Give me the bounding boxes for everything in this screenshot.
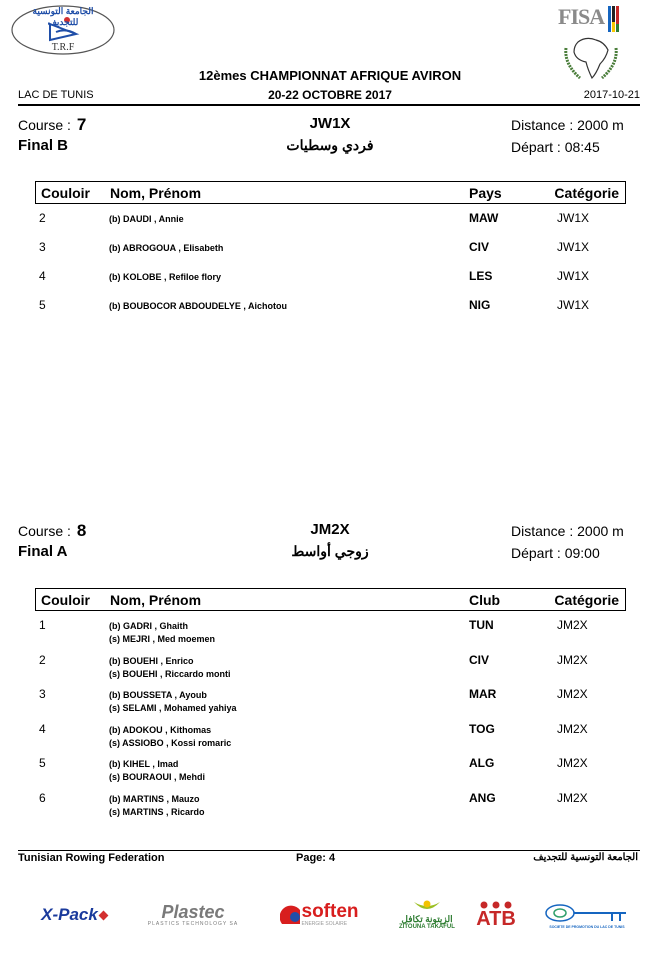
- crew: [109, 655, 231, 681]
- lane: 1: [39, 618, 46, 632]
- col-lane: Couloir: [41, 592, 90, 608]
- trf-logo: [10, 4, 116, 56]
- crew-member: (b) DAUDI , Annie: [109, 214, 184, 224]
- race-distance: Distance : 2000 m: [511, 523, 624, 539]
- country: CIV: [469, 240, 490, 254]
- country: LES: [469, 269, 493, 283]
- crew: [109, 758, 205, 784]
- category: JM2X: [557, 722, 588, 736]
- club: ANG: [469, 791, 496, 805]
- course-number: 7: [76, 115, 87, 134]
- club: TUN: [469, 618, 494, 632]
- course-label-text: Course :: [18, 523, 71, 539]
- print-date: 2017-10-21: [583, 89, 640, 101]
- race-distance: Distance : 2000 m: [511, 117, 624, 133]
- category: JW1X: [557, 298, 590, 312]
- category: JM2X: [557, 791, 588, 805]
- crew-member-stroke: (s) BOURAOUI , Mehdi: [109, 772, 205, 782]
- col-lane: Couloir: [41, 185, 90, 201]
- country: NIG: [469, 298, 491, 312]
- lane: 3: [39, 687, 46, 701]
- category: JM2X: [557, 653, 588, 667]
- table-row: [0, 722, 660, 752]
- sponsor-arabic: الزيتونة تكافل: [401, 914, 453, 924]
- start-time: Départ : 09:00: [511, 545, 600, 561]
- table-row: [0, 791, 660, 821]
- crew: [109, 271, 221, 284]
- crew-member-bow: (b) MARTINS , Mauzo: [109, 794, 200, 804]
- col-category: Catégorie: [554, 592, 619, 608]
- footer-federation-arabic: الجامعة التونسية للتجديف: [533, 852, 638, 863]
- lane: 6: [39, 791, 46, 805]
- table-row: [0, 756, 660, 786]
- crew-member-bow: (b) BOUSSETA , Ayoub: [109, 690, 207, 700]
- lane: 4: [39, 722, 46, 736]
- sponsor-tagline: PLASTICS TECHNOLOGY SA: [147, 921, 239, 927]
- sponsor-name: Plastec: [161, 902, 225, 922]
- col-country: Pays: [469, 185, 502, 201]
- sponsor-name: soften: [301, 901, 359, 922]
- table-row: [0, 298, 660, 328]
- sponsor-tagline: ENERGIE SOLAIRE: [301, 921, 348, 927]
- table-header: [35, 588, 626, 611]
- crew-member-stroke: (s) BOUEHI , Riccardo monti: [109, 669, 231, 679]
- lac-tunis-key-icon: [542, 901, 632, 925]
- race-arabic-name: زوجي أواسط: [291, 543, 369, 559]
- category: JW1X: [557, 269, 590, 283]
- crew-member-stroke: (s) MEJRI , Med moemen: [109, 634, 216, 644]
- zitouna-crescent-icon: [412, 900, 442, 914]
- table-row: [0, 687, 660, 717]
- course-number: 8: [76, 521, 87, 540]
- crew-member-stroke: (s) SELAMI , Mohamed yahiya: [109, 703, 237, 713]
- sponsor-logo-xpack: [28, 895, 120, 935]
- table-header: [35, 181, 626, 204]
- table-row: [0, 211, 660, 241]
- col-name: Nom, Prénom: [110, 592, 202, 608]
- sponsor-logo-atb: [466, 895, 526, 935]
- club: TOG: [469, 722, 495, 736]
- lane: 2: [39, 653, 46, 667]
- club: CIV: [469, 653, 490, 667]
- club: ALG: [469, 756, 495, 770]
- col-club: Club: [469, 592, 501, 608]
- lane: 5: [39, 756, 46, 770]
- sponsor-name: ZITOUNA TAKAFUL: [399, 924, 455, 930]
- country: MAW: [469, 211, 499, 225]
- soften-sun-icon: [280, 904, 302, 926]
- start-time: Départ : 08:45: [511, 139, 600, 155]
- sponsor-logo-plastec: [136, 895, 250, 935]
- category: JM2X: [557, 687, 588, 701]
- sponsor-name: X-Pack: [41, 905, 98, 924]
- trf-logo-arabic: الجامعة التونسية للتجديف: [32, 6, 94, 27]
- sponsor-name: SOCIETE DE PROMOTION DU LAC DE TUNIS: [549, 925, 625, 929]
- crew-member-stroke: (s) MARTINS , Ricardo: [109, 807, 205, 817]
- crew-member: (b) KOLOBE , Refiloe flory: [109, 272, 222, 282]
- category: JW1X: [557, 211, 590, 225]
- crew-member-bow: (b) GADRI , Ghaith: [109, 621, 188, 631]
- championship-title: 12èmes CHAMPIONNAT AFRIQUE AVIRON: [198, 68, 462, 83]
- lane: 3: [39, 240, 46, 254]
- race-phase: Final A: [18, 543, 68, 560]
- club: MAR: [469, 687, 497, 701]
- sponsor-logo-lac-tunis: [534, 895, 640, 935]
- sponsor-name: ATB: [476, 908, 516, 930]
- crew: [109, 300, 287, 313]
- category: JW1X: [557, 240, 590, 254]
- col-name: Nom, Prénom: [110, 185, 202, 201]
- page-number: Page: 4: [296, 852, 336, 864]
- crew-member-bow: (b) ADOKOU , Kithomas: [109, 725, 212, 735]
- footer-divider: [18, 850, 640, 851]
- venue: LAC DE TUNIS: [18, 89, 94, 101]
- table-row: [0, 269, 660, 299]
- race-arabic-name: فردي وسطيات: [286, 137, 374, 153]
- crew-member-bow: (b) BOUEHI , Enrico: [109, 656, 194, 666]
- category: JM2X: [557, 618, 588, 632]
- boat-class: JW1X: [309, 115, 351, 132]
- crew: [109, 724, 231, 750]
- course-label-text: Course :: [18, 117, 71, 133]
- lane: 2: [39, 211, 46, 225]
- lane: 5: [39, 298, 46, 312]
- trf-logo-letters: T.R.F: [51, 42, 75, 53]
- event-dates: 20-22 OCTOBRE 2017: [268, 88, 392, 102]
- fisa-oar-stripes-icon: [608, 6, 622, 32]
- crew: [109, 793, 205, 819]
- crew-member-stroke: (s) ASSIOBO , Kossi romaric: [109, 738, 232, 748]
- fisa-letters: FISA: [558, 4, 605, 29]
- crew: [109, 242, 223, 255]
- table-row: [0, 240, 660, 270]
- table-row: [0, 653, 660, 683]
- crew: [109, 689, 237, 715]
- header-divider: [18, 104, 640, 106]
- crew-member: (b) BOUBOCOR ABDOUDELYE , Aichotou: [109, 301, 287, 311]
- crew-member-bow: (b) KIHEL , Imad: [109, 759, 179, 769]
- category: JM2X: [557, 756, 588, 770]
- lane: 4: [39, 269, 46, 283]
- crew-member: (b) ABROGOUA , Elisabeth: [109, 243, 224, 253]
- boat-class: JM2X: [310, 521, 350, 538]
- sponsor-logo-soften: [266, 895, 372, 935]
- crew: [109, 620, 215, 646]
- race-phase: Final B: [18, 137, 69, 154]
- crew: [109, 213, 184, 226]
- sponsor-logo-zitouna: [390, 895, 464, 935]
- diamond-icon: [98, 910, 108, 920]
- col-category: Catégorie: [554, 185, 619, 201]
- footer-federation: Tunisian Rowing Federation: [18, 852, 165, 864]
- table-row: [0, 618, 660, 648]
